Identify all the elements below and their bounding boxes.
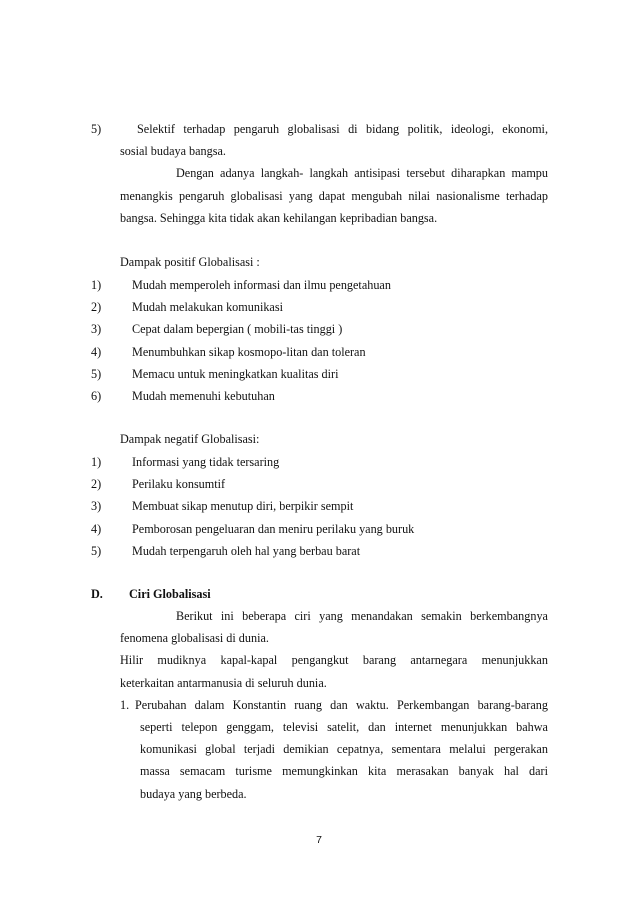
para1-line2	[120, 188, 548, 204]
word: kapal-kapal	[220, 653, 278, 667]
word: dalam	[194, 698, 225, 712]
word: semakin	[421, 609, 462, 623]
word: memungkinkan	[282, 764, 358, 778]
word: telepon	[181, 720, 218, 734]
word: Berikut	[176, 609, 213, 623]
item5-line1	[137, 121, 548, 137]
list-item-text: Cepat dalam bepergian ( mobili-tas tinggi )	[132, 322, 343, 337]
word: semacam	[179, 764, 226, 778]
point1-line2	[140, 719, 548, 735]
word: mudiknya	[157, 653, 207, 667]
word: terjadi	[243, 742, 276, 756]
word: cepatnya,	[336, 742, 384, 756]
word: melalui	[449, 742, 486, 756]
word: pengangkut	[291, 653, 349, 667]
list-item-text: Memacu untuk meningkatkan kualitas diri	[132, 366, 339, 381]
point1-number: 1.	[120, 698, 130, 712]
list-number: 5)	[91, 543, 102, 558]
word: mampu	[511, 166, 548, 180]
word: Selektif	[137, 122, 175, 136]
word: merasakan	[396, 764, 449, 778]
word: nilai	[408, 189, 430, 203]
list-item-text: Mudah terpengaruh oleh hal yang berbau barat	[132, 543, 361, 558]
word: ekonomi,	[502, 122, 548, 136]
word: globalisasi	[287, 122, 340, 136]
word: langkah	[309, 166, 349, 180]
word: Dengan	[176, 166, 214, 180]
word: yang	[319, 609, 343, 623]
word: barang-barang	[477, 698, 548, 712]
list-item-text: Pemborosan pengeluaran dan meniru perilaku yang buruk	[132, 521, 415, 536]
word: dan	[368, 720, 386, 734]
list-item-text: Menumbuhkan sikap kosmopo-litan dan toleran	[132, 344, 366, 359]
list-item-text: Informasi yang tidak tersaring	[132, 455, 280, 469]
page-number: 7	[316, 834, 322, 846]
list-number: 4)	[91, 521, 102, 536]
section-title: Ciri Globalisasi	[129, 587, 211, 601]
word: politik,	[407, 122, 443, 136]
word: massa	[140, 764, 170, 778]
word: beberapa	[242, 609, 287, 623]
word: globalisasi	[230, 189, 283, 203]
word: dari	[529, 764, 548, 778]
list-number: 2)	[91, 300, 102, 315]
list-item-text: Mudah memperoleh informasi dan ilmu pengetahuan	[132, 278, 391, 292]
list-number: 1)	[91, 278, 102, 292]
intro-line1	[176, 608, 548, 624]
word: antisipasi	[354, 166, 401, 180]
word: menangkis	[120, 189, 173, 203]
word: waktu.	[355, 698, 389, 712]
word: terhadap	[506, 189, 548, 203]
word: seperti	[140, 720, 173, 734]
word: global	[205, 742, 236, 756]
list-number: 1)	[91, 455, 102, 469]
list-item-text: Membuat sikap menutup diri, berpikir sempit	[132, 499, 354, 514]
word: hal	[504, 764, 519, 778]
list-number: 4)	[91, 344, 102, 359]
word: diharapkan	[451, 166, 506, 180]
word: satelit,	[327, 720, 360, 734]
list-number: 3)	[91, 499, 102, 514]
word: sementara	[391, 742, 441, 756]
list-item-text: Mudah melakukan komunikasi	[132, 300, 283, 315]
word: berkembangnya	[470, 609, 548, 623]
item5-line2: sosial budaya bangsa.	[120, 144, 226, 158]
word: menunjukkan	[481, 653, 548, 667]
list-number: 2)	[91, 477, 102, 492]
list-item-text: Mudah memenuhi kebutuhan	[132, 389, 275, 403]
negative-title: Dampak negatif Globalisasi:	[120, 432, 260, 446]
word: langkah-	[260, 166, 304, 180]
word: banyak	[458, 764, 494, 778]
word: Perubahan	[135, 698, 187, 712]
word: internet	[394, 720, 432, 734]
word: yang	[288, 189, 313, 203]
point1-line5: budaya yang berbeda.	[140, 787, 247, 801]
word: televisi	[282, 720, 319, 734]
word: tersebut	[406, 166, 445, 180]
list-number: 6)	[91, 389, 102, 403]
word: dan	[330, 698, 348, 712]
point1-line1	[135, 697, 548, 713]
para1-line3: bangsa. Sehingga kita tidak akan kehilangan kepribadian bangsa.	[120, 211, 438, 225]
word: ruang	[294, 698, 322, 712]
word: komunikasi	[140, 742, 197, 756]
point1-line3	[140, 741, 548, 757]
word: bidang	[365, 122, 400, 136]
word: pergerakan	[494, 742, 548, 756]
para1-line1	[176, 165, 548, 181]
hilir-line2: keterkaitan antarmanusia di seluruh dunia.	[120, 676, 327, 690]
word: genggam,	[226, 720, 274, 734]
word: terhadap	[183, 122, 226, 136]
word: demikian	[283, 742, 329, 756]
list-number: 5)	[91, 366, 102, 381]
word: ideologi,	[450, 122, 494, 136]
intro-line2: fenomena globalisasi di dunia.	[120, 631, 269, 645]
word: menunjukkan	[440, 720, 508, 734]
word: mengubah	[351, 189, 403, 203]
word: ini	[220, 609, 234, 623]
word: pengaruh	[179, 189, 225, 203]
hilir-line1	[120, 652, 548, 668]
word: di	[348, 122, 358, 136]
word: dapat	[318, 189, 346, 203]
section-label: D.	[91, 587, 103, 601]
word: Hilir	[120, 653, 144, 667]
point1-line4	[140, 763, 548, 779]
list-number: 3)	[91, 322, 102, 337]
word: pengaruh	[233, 122, 280, 136]
positive-title: Dampak positif Globalisasi :	[120, 255, 260, 269]
word: Perkembangan	[396, 698, 470, 712]
word: bahwa	[516, 720, 548, 734]
word: turisme	[235, 764, 272, 778]
word: ciri	[294, 609, 311, 623]
word: Konstantin	[232, 698, 287, 712]
word: menandakan	[351, 609, 413, 623]
word: antarnegara	[410, 653, 468, 667]
list-item-text: Perilaku konsumtif	[132, 477, 226, 492]
word: adanya	[220, 166, 255, 180]
word: nasionalisme	[436, 189, 500, 203]
list-number: 5)	[91, 122, 102, 136]
word: barang	[362, 653, 397, 667]
word: kita	[368, 764, 387, 778]
